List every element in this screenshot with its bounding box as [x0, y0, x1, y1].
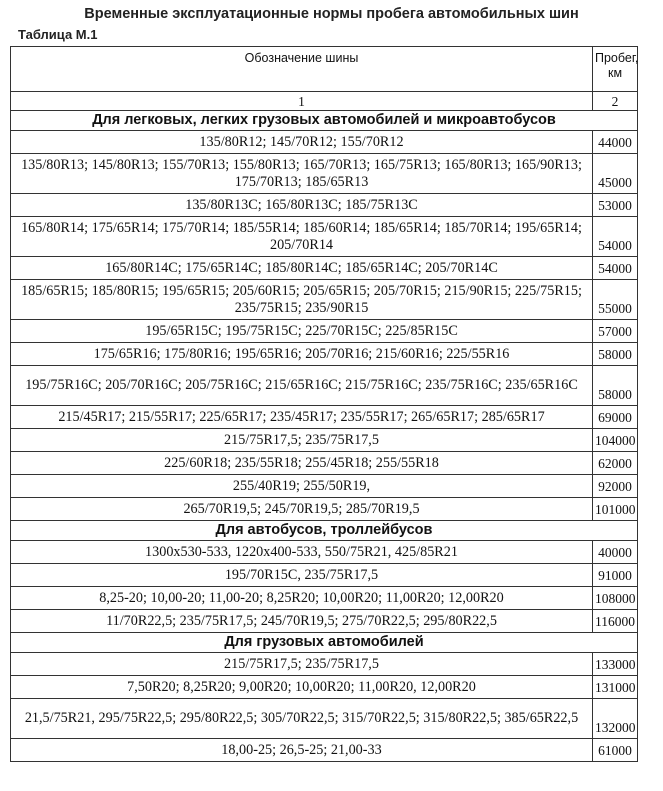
mileage-cell: 40000 [593, 541, 638, 564]
table-header-row [11, 47, 638, 92]
tire-designation-cell: 265/70R19,5; 245/70R19,5; 285/70R19,5 [11, 498, 593, 521]
section-row [11, 521, 638, 541]
table-row [11, 653, 638, 676]
mileage-cell: 91000 [593, 564, 638, 587]
tire-designation-cell: 215/45R17; 215/55R17; 225/65R17; 235/45R17; 235/55R17; 265/65R17; 285/65R17 [11, 406, 593, 429]
tire-designation-cell: 165/80R14C; 175/65R14C; 185/80R14C; 185/65R14C; 205/70R14C [11, 257, 593, 280]
mileage-cell: 54000 [593, 217, 638, 257]
table-row [11, 366, 638, 406]
table-caption: Таблица М.1 [18, 27, 98, 42]
tire-designation-cell: 255/40R19; 255/50R19, [11, 475, 593, 498]
tire-designation-cell: 165/80R14; 175/65R14; 175/70R14; 185/55R14; 185/60R14; 185/65R14; 185/70R14; 195/65R14; 205/70R14 [11, 217, 593, 257]
section-title: Для грузовых автомобилей [11, 633, 638, 653]
document-title: Временные эксплуатационные нормы пробега автомобильных шин [84, 6, 579, 22]
table-row [11, 429, 638, 452]
mileage-cell: 132000 [593, 699, 638, 739]
table-row [11, 280, 638, 320]
tire-designation-cell: 175/65R16; 175/80R16; 195/65R16; 205/70R16; 215/60R16; 225/55R16 [11, 343, 593, 366]
header-mileage: Пробег, км [593, 47, 638, 92]
table-row [11, 541, 638, 564]
table-row [11, 194, 638, 217]
mileage-cell: 54000 [593, 257, 638, 280]
tire-mileage-table [10, 46, 638, 762]
table-row [11, 564, 638, 587]
section-title: Для автобусов, троллейбусов [11, 521, 638, 541]
header-tire-designation: Обозначение шины [11, 47, 593, 92]
table-row [11, 498, 638, 521]
tire-designation-cell: 135/80R12; 145/70R12; 155/70R12 [11, 131, 593, 154]
mileage-cell: 131000 [593, 676, 638, 699]
mileage-cell: 69000 [593, 406, 638, 429]
table-row [11, 676, 638, 699]
mileage-cell: 57000 [593, 320, 638, 343]
tire-designation-cell: 185/65R15; 185/80R15; 195/65R15; 205/60R15; 205/65R15; 205/70R15; 215/90R15; 225/75R15; 235/75R15; 235/90R15 [11, 280, 593, 320]
table-row [11, 343, 638, 366]
table-row [11, 452, 638, 475]
table-row [11, 610, 638, 633]
mileage-cell: 133000 [593, 653, 638, 676]
mileage-cell: 55000 [593, 280, 638, 320]
table-row [11, 406, 638, 429]
tire-designation-cell: 8,25-20; 10,00-20; 11,00-20; 8,25R20; 10,00R20; 11,00R20; 12,00R20 [11, 587, 593, 610]
tire-designation-cell: 195/70R15C, 235/75R17,5 [11, 564, 593, 587]
tire-designation-cell: 135/80R13C; 165/80R13C; 185/75R13C [11, 194, 593, 217]
table-row [11, 587, 638, 610]
mileage-cell: 101000 [593, 498, 638, 521]
tire-designation-cell: 195/65R15C; 195/75R15C; 225/70R15C; 225/85R15C [11, 320, 593, 343]
section-row [11, 111, 638, 131]
table-row [11, 257, 638, 280]
tire-designation-cell: 215/75R17,5; 235/75R17,5 [11, 653, 593, 676]
table-row [11, 154, 638, 194]
column-number-row [11, 92, 638, 111]
tire-designation-cell: 225/60R18; 235/55R18; 255/45R18; 255/55R18 [11, 452, 593, 475]
section-row [11, 633, 638, 653]
mileage-cell: 108000 [593, 587, 638, 610]
mileage-cell: 116000 [593, 610, 638, 633]
mileage-cell: 104000 [593, 429, 638, 452]
tire-designation-cell: 215/75R17,5; 235/75R17,5 [11, 429, 593, 452]
mileage-cell: 45000 [593, 154, 638, 194]
mileage-cell: 58000 [593, 366, 638, 406]
mileage-cell: 92000 [593, 475, 638, 498]
table-row [11, 217, 638, 257]
mileage-cell: 61000 [593, 739, 638, 762]
mileage-cell: 62000 [593, 452, 638, 475]
mileage-cell: 58000 [593, 343, 638, 366]
table-row [11, 699, 638, 739]
tire-designation-cell: 135/80R13; 145/80R13; 155/70R13; 155/80R13; 165/70R13; 165/75R13; 165/80R13; 165/90R13; 175/70R13; 185/65R13 [11, 154, 593, 194]
table-row [11, 475, 638, 498]
column-number-1: 1 [11, 92, 593, 111]
table-row [11, 131, 638, 154]
tire-designation-cell: 195/75R16C; 205/70R16C; 205/75R16C; 215/65R16C; 215/75R16C; 235/75R16C; 235/65R16C [11, 366, 593, 406]
mileage-cell: 44000 [593, 131, 638, 154]
tire-designation-cell: 7,50R20; 8,25R20; 9,00R20; 10,00R20; 11,00R20, 12,00R20 [11, 676, 593, 699]
column-number-2: 2 [593, 92, 638, 111]
tire-designation-cell: 1300x530-533, 1220x400-533, 550/75R21, 425/85R21 [11, 541, 593, 564]
section-title: Для легковых, легких грузовых автомобилей и микроавтобусов [11, 111, 638, 131]
tire-designation-cell: 11/70R22,5; 235/75R17,5; 245/70R19,5; 275/70R22,5; 295/80R22,5 [11, 610, 593, 633]
table-row [11, 739, 638, 762]
table-row [11, 320, 638, 343]
tire-designation-cell: 18,00-25; 26,5-25; 21,00-33 [11, 739, 593, 762]
mileage-cell: 53000 [593, 194, 638, 217]
tire-designation-cell: 21,5/75R21, 295/75R22,5; 295/80R22,5; 305/70R22,5; 315/70R22,5; 315/80R22,5; 385/65R22,5 [11, 699, 593, 739]
